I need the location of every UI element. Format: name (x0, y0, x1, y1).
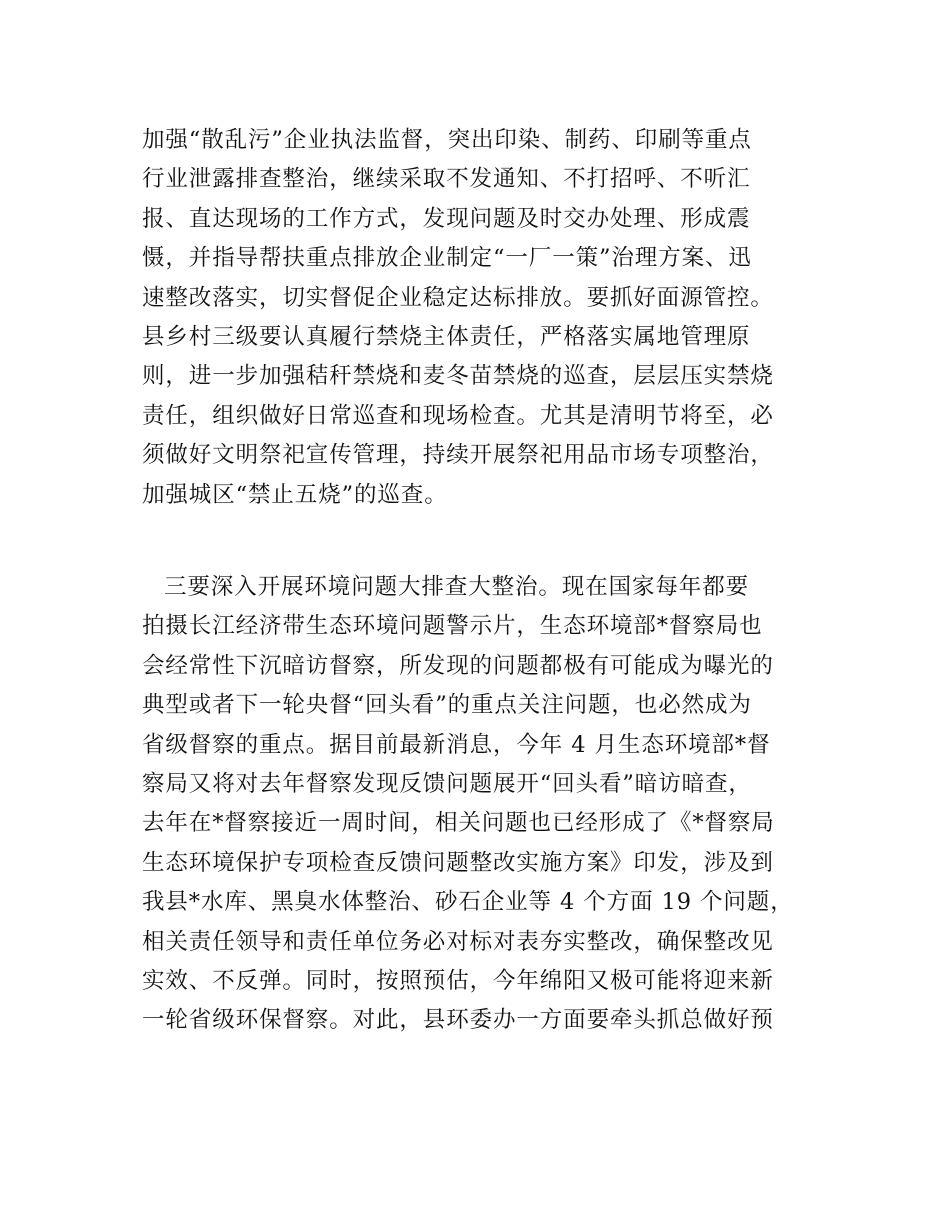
paragraph-2-line: 实效、不反弹。同时，按照预估，今年绵阳又极可能将迎来新 (142, 967, 774, 994)
paragraph-1-line: 则，进一步加强秸秆禁烧和麦冬苗禁烧的巡查，层层压实禁烧 (142, 363, 774, 390)
paragraph-1-line: 责任，组织做好日常巡查和现场检查。尤其是清明节将至，必 (142, 402, 774, 429)
paragraph-2-line: 省级督察的重点。据目前最新消息，今年 4 月生态环境部*督 (142, 731, 771, 758)
paragraph-2-line: 一轮省级环保督察。对此，县环委办一方面要牵头抓总做好预 (142, 1007, 774, 1034)
paragraph-1-line: 加强城区“禁止五烧”的巡查。 (142, 481, 448, 508)
paragraph-2-line: 典型或者下一轮央督“回头看”的重点关注问题，也必然成为 (142, 692, 752, 719)
paragraph-1-line: 加强“散乱污”企业执法监督，突出印染、制药、印刷等重点 (142, 127, 752, 153)
paragraph-2-line: 拍摄长江经济带生态环境问题警示片，生态环境部*督察局也 (142, 613, 763, 640)
paragraph-1-line: 报、直达现场的工作方式，发现问题及时交办处理、形成震 (142, 205, 751, 232)
paragraph-1-line: 须做好文明祭祀宣传管理，持续开展祭祀用品市场专项整治， (142, 442, 774, 469)
paragraph-1 (142, 121, 822, 515)
paragraph-1-line: 行业泄露排查整治，继续采取不发通知、不打招呼、不听汇 (142, 166, 751, 193)
paragraph-1-line: 县乡村三级要认真履行禁烧主体责任，严格落实属地管理原 (142, 323, 751, 350)
paragraph-2-line: 去年在*督察接近一周时间，相关问题也已经形成了《*督察局 (142, 810, 775, 837)
paragraph-2-line: 察局又将对去年督察发现反馈问题展开“回头看”暗访暗查， (142, 770, 752, 797)
paragraph-2 (142, 568, 822, 1041)
paragraph-1-line: 慑，并指导帮扶重点排放企业制定“一厂一策”治理方案、迅 (142, 245, 752, 272)
paragraph-2-first-line: 三要深入开展环境问题大排查大整治。现在国家每年都要 (164, 574, 750, 600)
paragraph-2-line: 我县*水库、黑臭水体整治、砂石企业等 4 个方面 19 个问题， (142, 889, 794, 916)
paragraph-2-line: 生态环境保护专项检查反馈问题整改实施方案》印发，涉及到 (142, 849, 774, 876)
paragraph-2-line: 相关责任领导和责任单位务必对标对表夯实整改，确保整改见 (142, 928, 774, 955)
paragraph-2-line: 会经常性下沉暗访督察，所发现的问题都极有可能成为曝光的 (142, 652, 774, 679)
paragraph-1-line: 速整改落实，切实督促企业稳定达标排放。要抓好面源管控。 (142, 284, 774, 311)
